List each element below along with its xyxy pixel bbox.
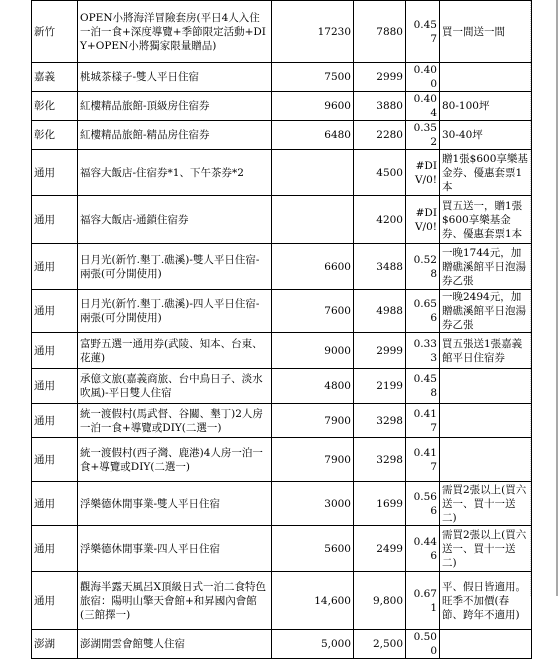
ratio-cell: 0.656 [406,290,440,333]
table-row [32,1,532,63]
sale-cell: 2999 [354,333,406,369]
sale-cell: 3298 [354,438,406,482]
table-row [32,526,532,572]
sale-cell: 2999 [354,63,406,92]
item-cell: 日月光(新竹.墾丁.礁溪)-四人平日住宿-兩張(可分開使用) [78,290,272,333]
item-cell: 浮樂德休閒事業-四人平日住宿 [78,526,272,572]
area-cell: 通用 [32,150,78,196]
note-cell: 買五張送1張嘉義館平日住宿券 [440,333,532,369]
item-cell: 富野五選一通用券(武陵、知本、台東、花蓮) [78,333,272,369]
table-row [32,121,532,150]
area-cell: 通用 [32,404,78,438]
hotel-voucher-table [31,0,532,659]
sale-cell: 1699 [354,482,406,526]
area-cell: 通用 [32,290,78,333]
area-cell: 通用 [32,438,78,482]
area-cell: 通用 [32,369,78,404]
price-cell: 9600 [272,92,354,121]
area-cell: 澎湖 [32,630,78,659]
price-cell [272,196,354,244]
item-cell: 紅樓精品旅館-頂級房住宿券 [78,92,272,121]
sale-cell: 3298 [354,404,406,438]
price-cell: 17230 [272,1,354,63]
price-cell: 14,600 [272,572,354,630]
note-cell [440,438,532,482]
price-cell: 7600 [272,290,354,333]
price-cell: 9000 [272,333,354,369]
ratio-cell: 0.458 [406,369,440,404]
price-cell: 6600 [272,244,354,290]
sale-cell: 2280 [354,121,406,150]
ratio-cell: 0.352 [406,121,440,150]
ratio-cell: 0.400 [406,63,440,92]
price-cell: 4800 [272,369,354,404]
note-cell: 需買2張以上(買六送一、買十一送二) [440,482,532,526]
item-cell: OPEN小將海洋冒險套房(平日4人入住一泊一食+深度導覽+季節限定活動+DIY+OPEN小將獨家限量贈品) [78,1,272,63]
table-row [32,369,532,404]
item-cell: 日月光(新竹.墾丁.礁溪)-雙人平日住宿-兩張(可分開使用) [78,244,272,290]
ratio-cell: 0.500 [406,630,440,659]
note-cell: 一晚2494元，加贈礁溪館平日泡湯券乙張 [440,290,532,333]
price-cell: 7900 [272,404,354,438]
ratio-cell: #DIV/0! [406,150,440,196]
note-cell [440,404,532,438]
area-cell: 彰化 [32,92,78,121]
item-cell: 福容大飯店-通鎖住宿券 [78,196,272,244]
area-cell: 嘉義 [32,63,78,92]
table-row [32,572,532,630]
note-cell [440,630,532,659]
sale-cell: 4200 [354,196,406,244]
item-cell: 統一渡假村(西子灣、鹿港)4人房一泊一食+導覽或DIY(二選一) [78,438,272,482]
note-cell: 贈1張$600享樂基金券、優惠套票1本 [440,150,532,196]
sale-cell: 4988 [354,290,406,333]
item-cell: 桃城茶樣子-雙人平日住宿 [78,63,272,92]
sale-cell: 2,500 [354,630,406,659]
note-cell: 需買2張以上(買六送一、買十一送二) [440,526,532,572]
ratio-cell: 0.446 [406,526,440,572]
area-cell: 通用 [32,196,78,244]
item-cell: 紅樓精品旅館-精品房住宿券 [78,121,272,150]
table-row [32,290,532,333]
sale-cell: 2199 [354,369,406,404]
note-cell: 買五送一，贈1張$600享樂基金券、優惠套票1本 [440,196,532,244]
ratio-cell: #DIV/0! [406,196,440,244]
sale-cell: 2499 [354,526,406,572]
ratio-cell: 0.566 [406,482,440,526]
area-cell: 通用 [32,333,78,369]
sale-cell: 7880 [354,1,406,63]
price-cell: 5600 [272,526,354,572]
table-row [32,244,532,290]
table-row [32,63,532,92]
table-row [32,404,532,438]
item-cell: 觀海半露天風呂X頂級日式一泊二食特色旅宿：陽明山擎天會館+和昇國內會館(三館擇一) [78,572,272,630]
item-cell: 浮樂德休閒事業-雙人平日住宿 [78,482,272,526]
ratio-cell: 0.333 [406,333,440,369]
sale-cell: 3880 [354,92,406,121]
note-cell [440,369,532,404]
price-cell: 5,000 [272,630,354,659]
note-cell [440,63,532,92]
item-cell: 澎湖閒雲會館雙人住宿 [78,630,272,659]
area-cell: 通用 [32,244,78,290]
ratio-cell: 0.417 [406,404,440,438]
area-cell: 新竹 [32,1,78,63]
table-row [32,196,532,244]
ratio-cell: 0.528 [406,244,440,290]
table-row [32,150,532,196]
area-cell: 通用 [32,572,78,630]
area-cell: 通用 [32,526,78,572]
note-cell: 80-100坪 [440,92,532,121]
note-cell: 一晚1744元，加贈礁溪館平日泡湯券乙張 [440,244,532,290]
area-cell: 彰化 [32,121,78,150]
ratio-cell: 0.404 [406,92,440,121]
table-row [32,333,532,369]
sale-cell: 4500 [354,150,406,196]
note-cell: 平、假日皆適用。旺季不加價(春節、跨年不適用) [440,572,532,630]
table-row [32,438,532,482]
price-cell: 7500 [272,63,354,92]
ratio-cell: 0.417 [406,438,440,482]
price-cell: 3000 [272,482,354,526]
table-row [32,92,532,121]
area-cell: 通用 [32,482,78,526]
table-row [32,482,532,526]
item-cell: 承億文旅(嘉義商旅、台中鳥日子、淡水吹風)-平日雙人住宿 [78,369,272,404]
price-cell: 7900 [272,438,354,482]
note-cell: 30-40坪 [440,121,532,150]
note-cell: 買一間送一間 [440,1,532,63]
ratio-cell: 0.457 [406,1,440,63]
sale-cell: 3488 [354,244,406,290]
sale-cell: 9,800 [354,572,406,630]
item-cell: 福容大飯店-住宿券*1、下午茶券*2 [78,150,272,196]
price-cell: 6480 [272,121,354,150]
item-cell: 統一渡假村(馬武督、谷關、墾丁)2人房一泊一食+導覽或DIY(二選一) [78,404,272,438]
table-row [32,630,532,659]
ratio-cell: 0.671 [406,572,440,630]
price-cell [272,150,354,196]
